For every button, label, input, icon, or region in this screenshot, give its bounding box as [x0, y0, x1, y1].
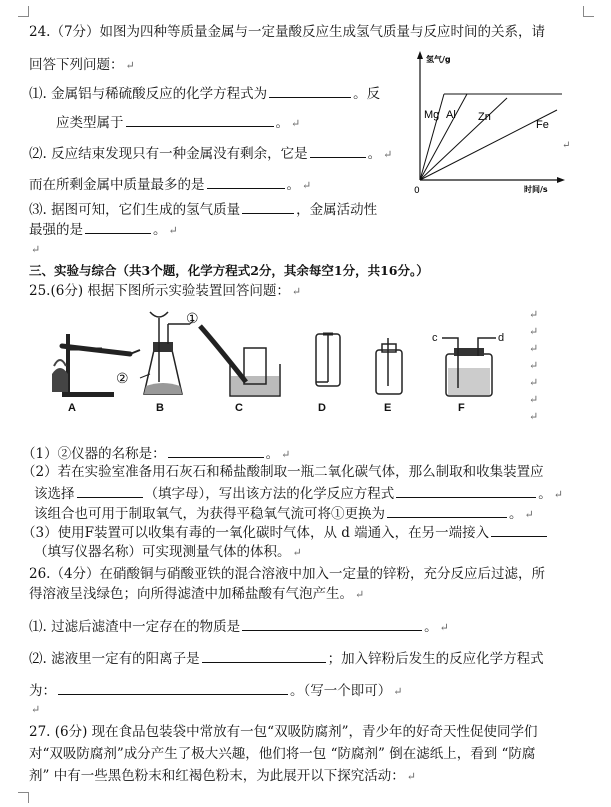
q25-apparatus-figure [40, 304, 540, 422]
q24-part1a: ⑴. 金属铝与稀硫酸反应的化学方程式为 。反 [29, 86, 381, 102]
q26-blank-cations[interactable] [202, 649, 326, 663]
page-corner-top-left [18, 6, 29, 17]
q25-part3a: （3）使用F装置可以收集有毒的一氧化碳时气体，从 d 端通入，在另一端接入 [22, 523, 549, 542]
apparatus-label-e: E [384, 402, 392, 414]
q26-blank-equation[interactable] [58, 681, 288, 695]
q24-part2a: ⑵. 反应结束发现只有一种金属没有剩余，它是 。 ↵ [29, 146, 393, 162]
q24-blank-metal[interactable] [310, 144, 366, 158]
apparatus-label-f: F [458, 402, 465, 414]
q24-part2b: 而在所剩金属中质量最多的是 。 ↵ [29, 177, 312, 193]
q25-part2c: 该组合也可用于制取氧气，为获得平稳氧气流可将①更换为 。 ↵ [34, 506, 534, 522]
apparatus-label-c-end: c [432, 332, 438, 344]
empty-paragraph: ↵ [31, 243, 41, 256]
q26-blank-residue[interactable] [242, 617, 422, 631]
q26-part2: ⑵. 滤液里一定有的阳离子是 ；加入锌粉后发生的反应化学方程式 [29, 651, 544, 667]
series-label-mg: Mg [424, 109, 440, 121]
al-line [420, 94, 467, 180]
apparatus-e [376, 338, 402, 394]
q27-title: 27. (6分) 现在食品包装袋中常放有一包“双吸防腐剂”，青少年的好奇天性促使同学们 [29, 724, 538, 740]
q25-part3b: （填写仪器名称）可实现测量气体的体积。 ↵ [34, 544, 302, 560]
apparatus-label-b: B [156, 402, 164, 414]
apparatus-mark-2: ② [116, 370, 129, 386]
empty-paragraph-2: ↵ [31, 703, 41, 716]
q25-part1: （1）②仪器的名称是： 。 ↵ [22, 446, 291, 462]
q26-part2b: 为： 。（写一个即可） ↵ [29, 683, 403, 699]
q25-blank-replace[interactable] [387, 504, 507, 518]
series-label-al: Al [446, 109, 456, 121]
q25-blank-instrument[interactable] [168, 444, 264, 458]
apparatus-c [200, 326, 280, 396]
series-label-zn: Zn [478, 111, 491, 123]
graph-ylabel: 氢气/g [426, 55, 451, 64]
q25-part2a: （2）若在实验室准备用石灰石和稀盐酸制取一瓶二氧化碳气体，那么制取和收集装置应 [22, 464, 544, 480]
apparatus-b [144, 312, 190, 394]
q24-title: 24.（7分）如图为四种等质量金属与一定量酸反应生成氢气质量与反应时间的关系，请 [29, 24, 546, 40]
mg-line [420, 94, 444, 180]
q25-blank-connect[interactable] [491, 523, 547, 537]
apparatus-mark-1: ① [186, 310, 199, 326]
q24-blank-h2-mass[interactable] [242, 200, 294, 214]
q24-part1b: 应类型属于 。 ↵ [56, 115, 301, 131]
q25-blank-equation[interactable] [396, 484, 536, 498]
apparatus-label-d-end: d [498, 332, 505, 344]
apparatus-label-c: C [235, 402, 243, 414]
q27-line3: 剂” 中有一些黑色粉末和红褐色粉末，为此展开以下探究活动： ↵ [29, 768, 416, 784]
q27-line2: 对“双吸防腐剂”成分产生了极大兴趣，他们将一包 “防腐剂” 倒在滤纸上，看到 “防腐 [29, 746, 536, 762]
q24-blank-remaining-metal[interactable] [207, 175, 285, 189]
q24-part3a: ⑶. 据图可知，它们生成的氢气质量 ，金属活动性 [29, 202, 378, 218]
graph-origin: 0 [414, 186, 420, 196]
page-corner-bottom-left [18, 792, 29, 803]
apparatus-label-a: A [68, 402, 76, 414]
section3-heading: 三、实验与综合（共3个题，化学方程式2分，其余每空1分，共16分。） [29, 263, 429, 278]
paragraph-marks-figure: ↵ ↵ ↵ ↵ ↵ ↵ ↵ [529, 308, 539, 423]
q24-line2: 回答下列问题： ↵ [29, 57, 135, 73]
q24-blank-equation[interactable] [269, 84, 351, 98]
q24-blank-most-active[interactable] [85, 220, 151, 234]
q24-blank-reaction-type[interactable] [126, 113, 274, 127]
q25-part2b: 该选择 （填字母），写出该方法的化学反应方程式 。 ↵ [34, 486, 563, 502]
apparatus-f [442, 338, 496, 396]
q25-title: 25.(6分) 根据下图所示实验装置回答问题： ↵ [29, 283, 302, 299]
q26-title: 26.（4分）在硝酸铜与硝酸亚铁的混合溶液中加入一定量的锌粉，充分反应后过滤，所 [29, 566, 546, 582]
apparatus-label-d: D [318, 402, 326, 414]
svg-text:↵: ↵ [562, 140, 571, 151]
q26-line2: 得溶液呈浅绿色；向所得滤渣中加稀盐酸有气泡产生。 ↵ [29, 586, 365, 602]
series-label-fe: Fe [536, 119, 549, 131]
graph-xlabel: 时间/s [524, 185, 548, 194]
q24-hydrogen-graph [412, 48, 572, 198]
apparatus-d [316, 334, 340, 386]
q26-part1: ⑴. 过滤后滤渣中一定存在的物质是 。 ↵ [29, 619, 449, 635]
q24-part3b: 最强的是 。 ↵ [29, 222, 178, 238]
q25-blank-apparatus[interactable] [77, 484, 143, 498]
page-corner-top-right [583, 6, 594, 17]
apparatus-a [52, 334, 140, 397]
